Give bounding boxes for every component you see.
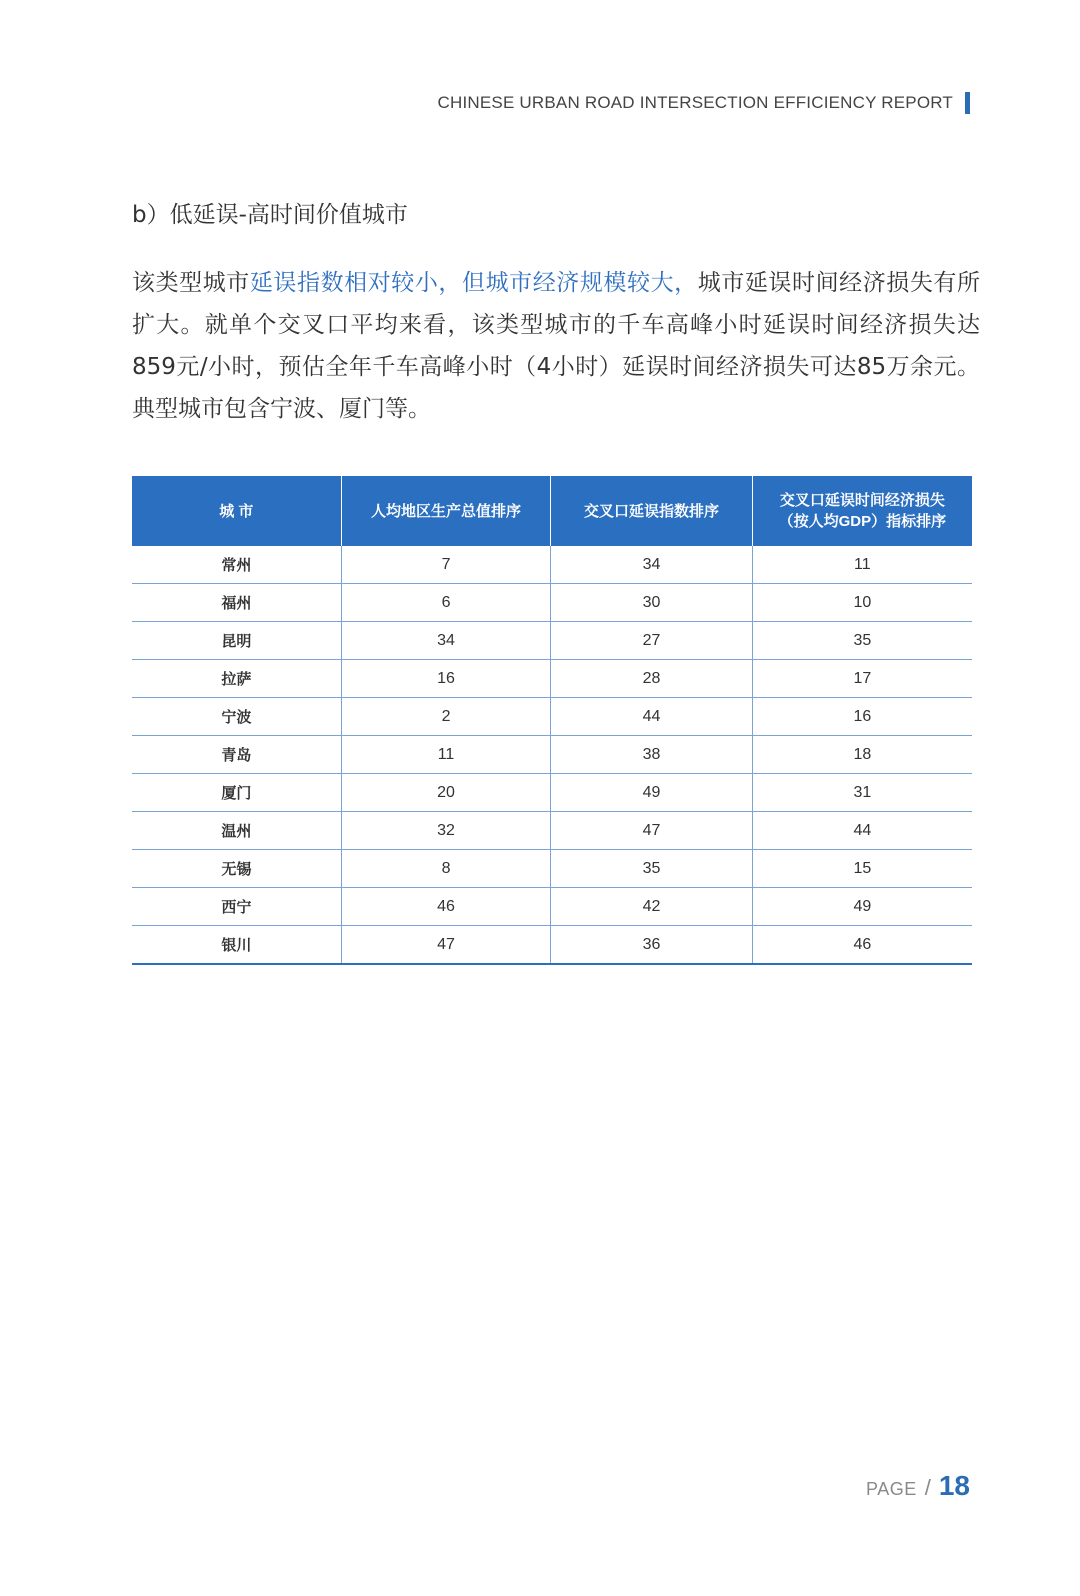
cell-value: 7 [341,546,551,584]
cell-city: 福州 [132,584,341,622]
cell-value: 46 [341,888,551,926]
cell-value: 38 [551,736,752,774]
table-row [132,698,972,736]
cell-value: 32 [341,812,551,850]
paragraph-text-1: 该类型城市 [132,270,250,296]
table-row [132,622,972,660]
column-header-city: 城 市 [132,476,341,546]
cell-value: 11 [752,546,972,584]
cell-value: 8 [341,850,551,888]
cell-value: 47 [341,926,551,965]
cell-value: 47 [551,812,752,850]
cell-value: 34 [551,546,752,584]
table-row [132,660,972,698]
cell-city: 青岛 [132,736,341,774]
paragraph-highlight: 延误指数相对较小，但城市经济规模较大， [249,270,698,296]
header-accent-bar [965,92,970,114]
cell-city: 昆明 [132,622,341,660]
cell-value: 2 [341,698,551,736]
cell-value: 36 [551,926,752,965]
table-row [132,888,972,926]
table-row [132,926,972,965]
page-footer [866,1470,970,1502]
cell-value: 44 [551,698,752,736]
cell-value: 27 [551,622,752,660]
section-subtitle: b）低延误-高时间价值城市 [132,202,408,228]
table-body [132,546,972,964]
ranking-table [132,476,972,965]
table-row [132,850,972,888]
cell-value: 46 [752,926,972,965]
cell-value: 15 [752,850,972,888]
table-row [132,736,972,774]
column-header-loss-rank: 交叉口延误时间经济损失 （按人均GDP）指标排序 [752,476,972,546]
table-row [132,584,972,622]
column-header-gdp-rank: 人均地区生产总值排序 [341,476,551,546]
cell-value: 42 [551,888,752,926]
cell-city: 银川 [132,926,341,965]
paragraph-text-2: 城市延误时间经济损失有所扩大。就单个交叉口平均来看，该类型城市的千车高峰小时延误时间经济损失达859元/小时，预估全年千车高峰小时（4小时）延误时间经济损失可达85万余元。典型城市包含宁波、厦门等。 [132,270,981,422]
page-number: 18 [938,1470,970,1501]
cell-city: 厦门 [132,774,341,812]
table-row [132,812,972,850]
cell-value: 31 [752,774,972,812]
table-row [132,774,972,812]
cell-value: 11 [341,736,551,774]
cell-value: 34 [341,622,551,660]
cell-value: 49 [551,774,752,812]
cell-value: 16 [752,698,972,736]
table-row [132,546,972,584]
cell-value: 20 [341,774,551,812]
cell-city: 拉萨 [132,660,341,698]
cell-value: 30 [551,584,752,622]
cell-value: 18 [752,736,972,774]
column-header-delay-rank: 交叉口延误指数排序 [551,476,752,546]
cell-city: 宁波 [132,698,341,736]
cell-value: 17 [752,660,972,698]
report-title: CHINESE URBAN ROAD INTERSECTION EFFICIENCY REPORT [437,93,953,112]
cell-value: 49 [752,888,972,926]
cell-city: 温州 [132,812,341,850]
cell-value: 28 [551,660,752,698]
table-header-row [132,476,972,546]
cell-value: 16 [341,660,551,698]
cell-city: 无锡 [132,850,341,888]
cell-value: 44 [752,812,972,850]
cell-value: 6 [341,584,551,622]
body-paragraph [132,262,980,430]
page-label: PAGE [866,1479,917,1499]
cell-value: 35 [551,850,752,888]
cell-city: 西宁 [132,888,341,926]
cell-city: 常州 [132,546,341,584]
page-separator: / [924,1475,931,1500]
cell-value: 35 [752,622,972,660]
cell-value: 10 [752,584,972,622]
report-header [438,92,970,114]
